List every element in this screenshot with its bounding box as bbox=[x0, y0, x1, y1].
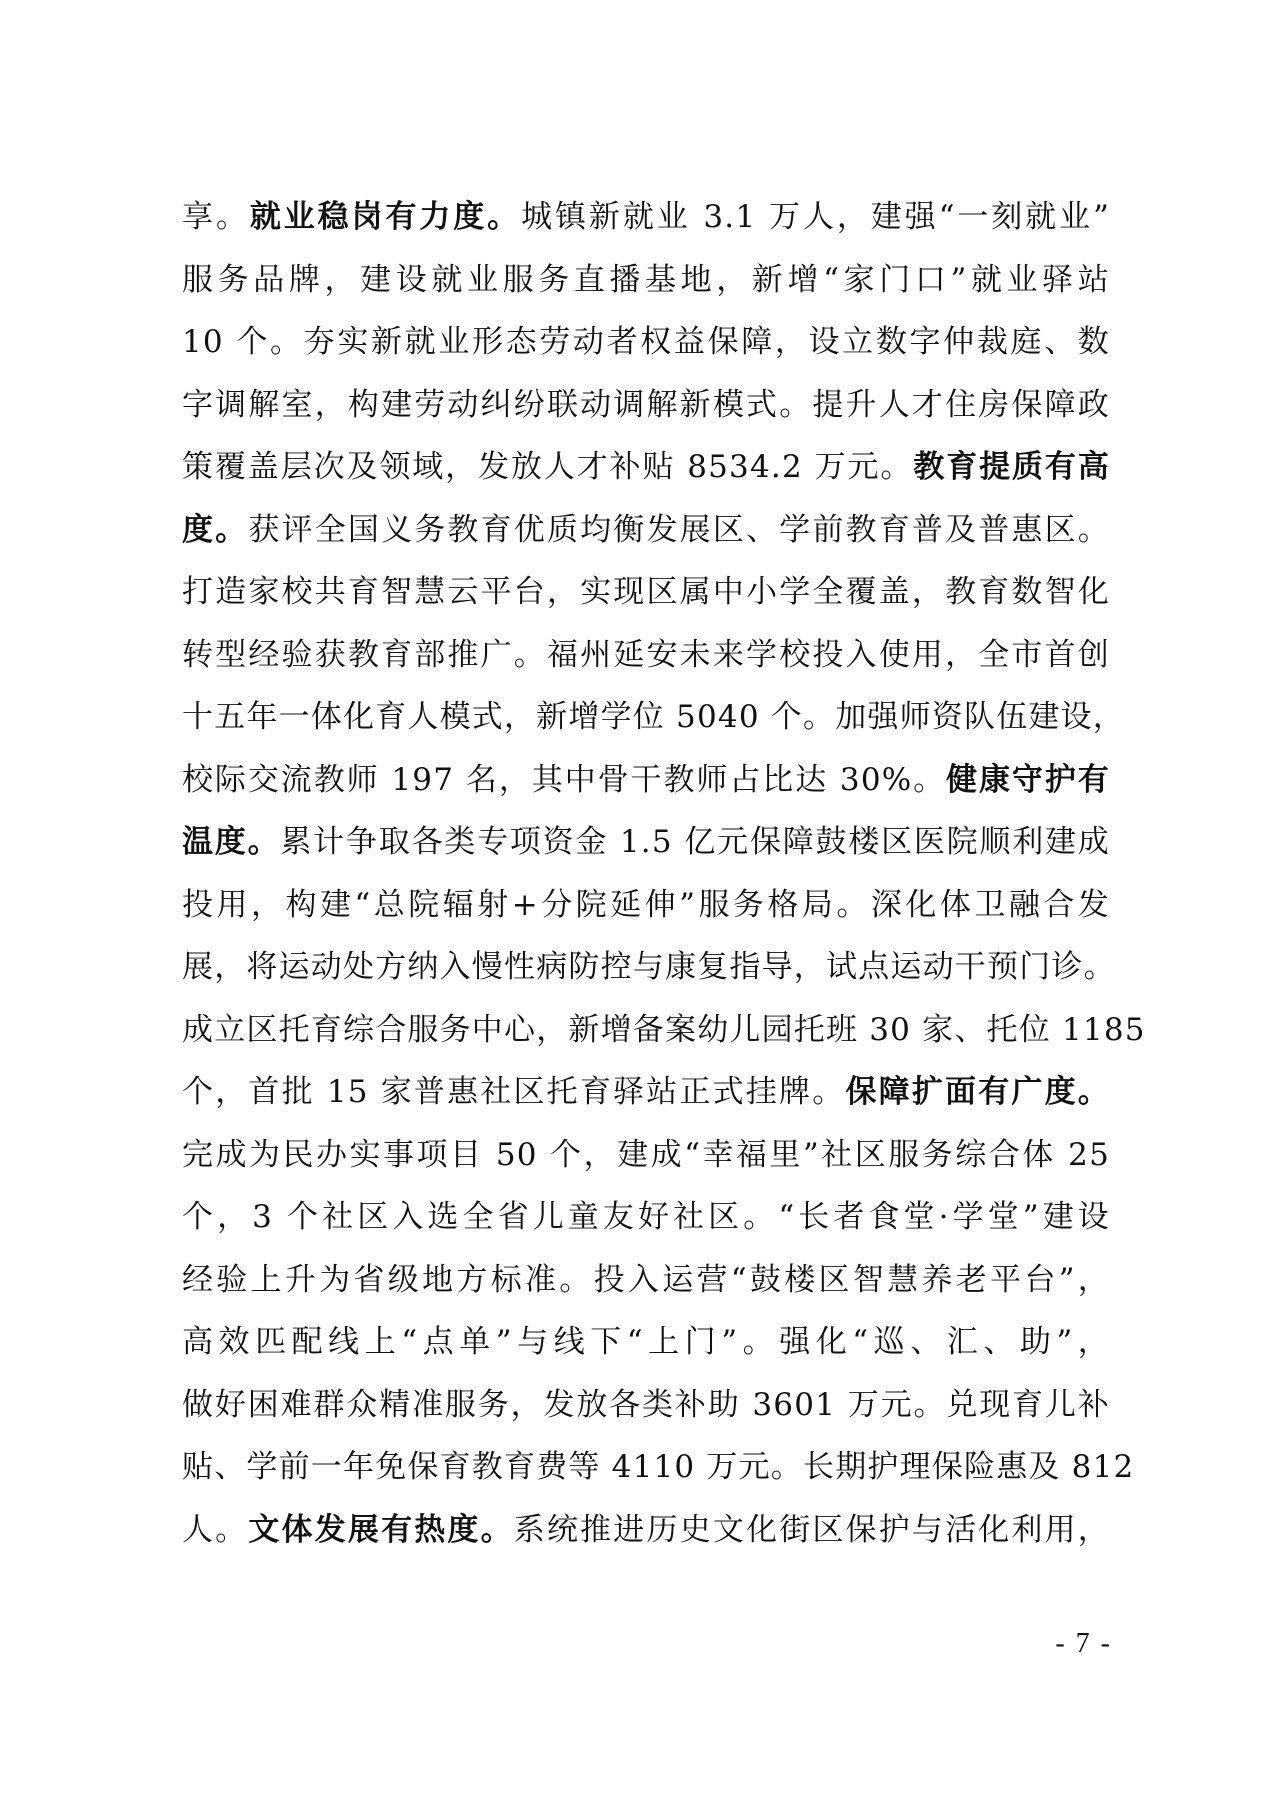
page-number: - 7 - bbox=[1055, 1628, 1112, 1659]
body-text-segment: 做好困难群众精准服务，发放各类补助 3601 万元。兑现育儿补 bbox=[182, 1386, 1110, 1423]
text-line bbox=[182, 936, 1116, 999]
body-text-segment: 策覆盖层次及领域，发放人才补贴 8534.2 万元。 bbox=[182, 449, 914, 485]
text-line bbox=[182, 1249, 1110, 1312]
body-text-segment: 字调解室，构建劳动纠纷联动调解新模式。提升人才住房保障政 bbox=[182, 386, 1110, 423]
body-text-segment: 打造家校共育智慧云平台，实现区属中小学全覆盖，教育数智化 bbox=[182, 574, 1110, 610]
section-heading-inline: 健康守护有 bbox=[946, 761, 1110, 798]
body-text-segment: 十五年一体化育人模式，新增学位 5040 个。加强师资队伍建设， bbox=[182, 699, 1125, 735]
text-line bbox=[182, 1499, 1110, 1562]
body-text-segment: 转型经验获教育部推广。福州延安未来学校投入使用，全市首创 bbox=[182, 636, 1110, 673]
body-text-segment: 贴、学前一年免保育教育费等 4110 万元。长期护理保险惠及 812 bbox=[182, 1449, 1135, 1485]
body-text-segment: 系统推进历史文化街区保护与活化利用， bbox=[513, 1511, 1110, 1548]
section-heading-inline: 温度。 bbox=[182, 824, 281, 860]
body-text-segment: 展，将运动处方纳入慢性病防控与康复指导，试点运动干预门诊。 bbox=[182, 949, 1116, 985]
text-line bbox=[182, 686, 1125, 749]
text-line bbox=[182, 874, 1110, 937]
section-heading-inline: 度。 bbox=[182, 511, 249, 548]
body-text-segment: 获评全国义务教育优质均衡发展区、学前教育普及普惠区。 bbox=[248, 511, 1110, 548]
body-text-segment: 享。 bbox=[182, 199, 250, 235]
text-line bbox=[182, 311, 1110, 374]
text-line bbox=[182, 811, 1110, 874]
text-line bbox=[182, 561, 1110, 624]
text-line bbox=[182, 186, 1110, 249]
body-text-segment: 完成为民办实事项目 50 个，建成“幸福里”社区服务综合体 25 bbox=[182, 1136, 1110, 1173]
section-heading-inline: 保障扩面有广度。 bbox=[845, 1074, 1110, 1110]
body-text-segment: 个，首批 15 家普惠社区托育驿站正式挂牌。 bbox=[182, 1074, 846, 1110]
body-paragraph bbox=[182, 186, 1146, 1561]
text-line bbox=[182, 1124, 1110, 1187]
text-line bbox=[182, 1374, 1110, 1437]
text-line bbox=[182, 1061, 1110, 1124]
text-line bbox=[182, 374, 1110, 437]
text-line bbox=[182, 1311, 1110, 1374]
text-line bbox=[182, 624, 1110, 687]
body-text-segment: 投用，构建“总院辐射+分院延伸”服务格局。深化体卫融合发 bbox=[182, 886, 1110, 923]
text-line bbox=[182, 999, 1146, 1062]
section-heading-inline: 文体发展有热度。 bbox=[248, 1511, 514, 1548]
section-heading-inline: 教育提质有高 bbox=[913, 449, 1110, 485]
body-text-segment: 人。 bbox=[182, 1511, 249, 1548]
body-text-segment: 校际交流教师 197 名，其中骨干教师占比达 30%。 bbox=[182, 761, 947, 798]
text-line bbox=[182, 1186, 1110, 1249]
body-text-segment: 累计争取各类专项资金 1.5 亿元保障鼓楼区医院顺利建成 bbox=[280, 824, 1110, 860]
section-heading-inline: 就业稳岗有力度。 bbox=[249, 199, 522, 235]
text-line bbox=[182, 436, 1110, 499]
body-text-segment: 10 个。夯实新就业形态劳动者权益保障，设立数字仲裁庭、数 bbox=[182, 324, 1110, 360]
text-line bbox=[182, 499, 1110, 562]
body-text-segment: 成立区托育综合服务中心，新增备案幼儿园托班 30 家、托位 1185 bbox=[182, 1011, 1146, 1048]
body-text-segment: 经验上升为省级地方标准。投入运营“鼓楼区智慧养老平台”， bbox=[182, 1261, 1110, 1298]
text-line bbox=[182, 249, 1110, 312]
text-line bbox=[182, 749, 1110, 812]
body-text-segment: 服务品牌，建设就业服务直播基地，新增“家门口”就业驿站 bbox=[182, 261, 1110, 298]
body-text-segment: 个，3 个社区入选全省儿童友好社区。“长者食堂·学堂”建设 bbox=[182, 1199, 1110, 1235]
body-text-segment: 城镇新就业 3.1 万人，建强“一刻就业” bbox=[521, 199, 1111, 235]
body-text-segment: 高效匹配线上“点单”与线下“上门”。强化“巡、汇、助”， bbox=[182, 1324, 1110, 1360]
text-line bbox=[182, 1436, 1135, 1499]
